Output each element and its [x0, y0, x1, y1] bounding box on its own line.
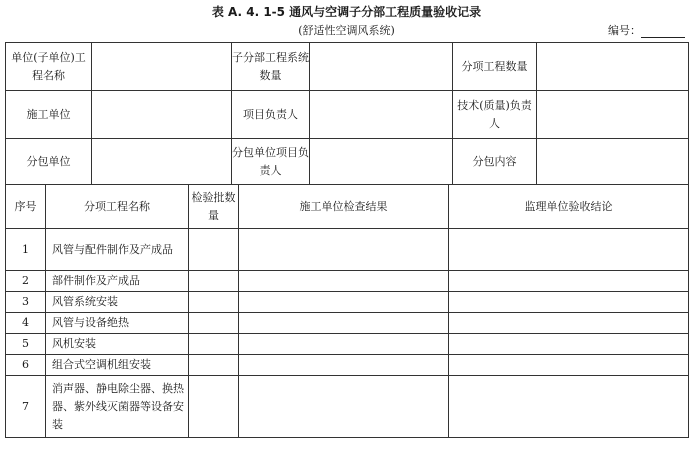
row-no: 7 — [6, 376, 46, 438]
row-name: 消声器、静电除尘器、换热器、紫外线灭菌器等设备安装 — [46, 376, 189, 438]
row-batch-cell[interactable] — [189, 355, 239, 376]
row-conclusion-cell[interactable] — [449, 376, 689, 438]
row-check-cell[interactable] — [239, 313, 449, 334]
sub-content-value[interactable] — [537, 139, 689, 185]
row-check-cell[interactable] — [239, 376, 449, 438]
col-conclusion-header: 监理单位验收结论 — [449, 185, 689, 229]
subcontractor-label: 分包单位 — [6, 139, 92, 185]
subcontractor-value[interactable] — [92, 139, 232, 185]
construction-unit-value[interactable] — [92, 91, 232, 139]
items-table — [5, 184, 689, 438]
row-check-cell[interactable] — [239, 355, 449, 376]
col-name-header: 分项工程名称 — [46, 185, 189, 229]
sub-leader-label: 分包单位项目负责人 — [232, 139, 310, 185]
row-name: 部件制作及产成品 — [46, 271, 189, 292]
col-batch-header: 检验批数量 — [189, 185, 239, 229]
col-no-header: 序号 — [6, 185, 46, 229]
table-row — [6, 376, 689, 438]
row-conclusion-cell[interactable] — [449, 313, 689, 334]
row-no: 5 — [6, 334, 46, 355]
item-count-value[interactable] — [537, 43, 689, 91]
table-subtitle: (舒适性空调风系统) — [298, 24, 395, 37]
row-batch-cell[interactable] — [189, 229, 239, 271]
table-row — [6, 271, 689, 292]
table-row — [6, 229, 689, 271]
table-title: 表 A. 4. 1-5 通风与空调子分部工程质量验收记录 — [211, 5, 482, 19]
table-row — [6, 355, 689, 376]
row-batch-cell[interactable] — [189, 292, 239, 313]
row-batch-cell[interactable] — [189, 334, 239, 355]
row-conclusion-cell[interactable] — [449, 229, 689, 271]
tech-leader-value[interactable] — [537, 91, 689, 139]
row-check-cell[interactable] — [239, 229, 449, 271]
row-name: 组合式空调机组安装 — [46, 355, 189, 376]
row-no: 6 — [6, 355, 46, 376]
row-conclusion-cell[interactable] — [449, 355, 689, 376]
row-conclusion-cell[interactable] — [449, 271, 689, 292]
row-check-cell[interactable] — [239, 334, 449, 355]
row-no: 3 — [6, 292, 46, 313]
subsystem-count-value[interactable] — [310, 43, 453, 91]
row-conclusion-cell[interactable] — [449, 334, 689, 355]
row-batch-cell[interactable] — [189, 313, 239, 334]
serial-field[interactable] — [641, 25, 685, 38]
sub-leader-value[interactable] — [310, 139, 453, 185]
tech-leader-label: 技术(质量)负责人 — [453, 91, 537, 139]
row-no: 2 — [6, 271, 46, 292]
table-row — [6, 334, 689, 355]
subsystem-count-label: 子分部工程系统数量 — [232, 43, 310, 91]
project-info-table — [5, 42, 689, 185]
serial-number — [608, 22, 685, 38]
row-batch-cell[interactable] — [189, 376, 239, 438]
row-name: 风管系统安装 — [46, 292, 189, 313]
construction-unit-label: 施工单位 — [6, 91, 92, 139]
item-count-label: 分项工程数量 — [453, 43, 537, 91]
row-batch-cell[interactable] — [189, 271, 239, 292]
project-leader-label: 项目负责人 — [232, 91, 310, 139]
row-name: 风管与配件制作及产成品 — [46, 229, 189, 271]
row-no: 1 — [6, 229, 46, 271]
col-check-header: 施工单位检查结果 — [239, 185, 449, 229]
project-leader-value[interactable] — [310, 91, 453, 139]
row-name: 风管与设备绝热 — [46, 313, 189, 334]
row-conclusion-cell[interactable] — [449, 292, 689, 313]
unit-name-label: 单位(子单位)工程名称 — [6, 43, 92, 91]
sub-content-label: 分包内容 — [453, 139, 537, 185]
row-check-cell[interactable] — [239, 271, 449, 292]
row-check-cell[interactable] — [239, 292, 449, 313]
table-row — [6, 313, 689, 334]
serial-label: 编号： — [608, 24, 641, 37]
row-name: 风机安装 — [46, 334, 189, 355]
unit-name-value[interactable] — [92, 43, 232, 91]
table-row — [6, 292, 689, 313]
row-no: 4 — [6, 313, 46, 334]
